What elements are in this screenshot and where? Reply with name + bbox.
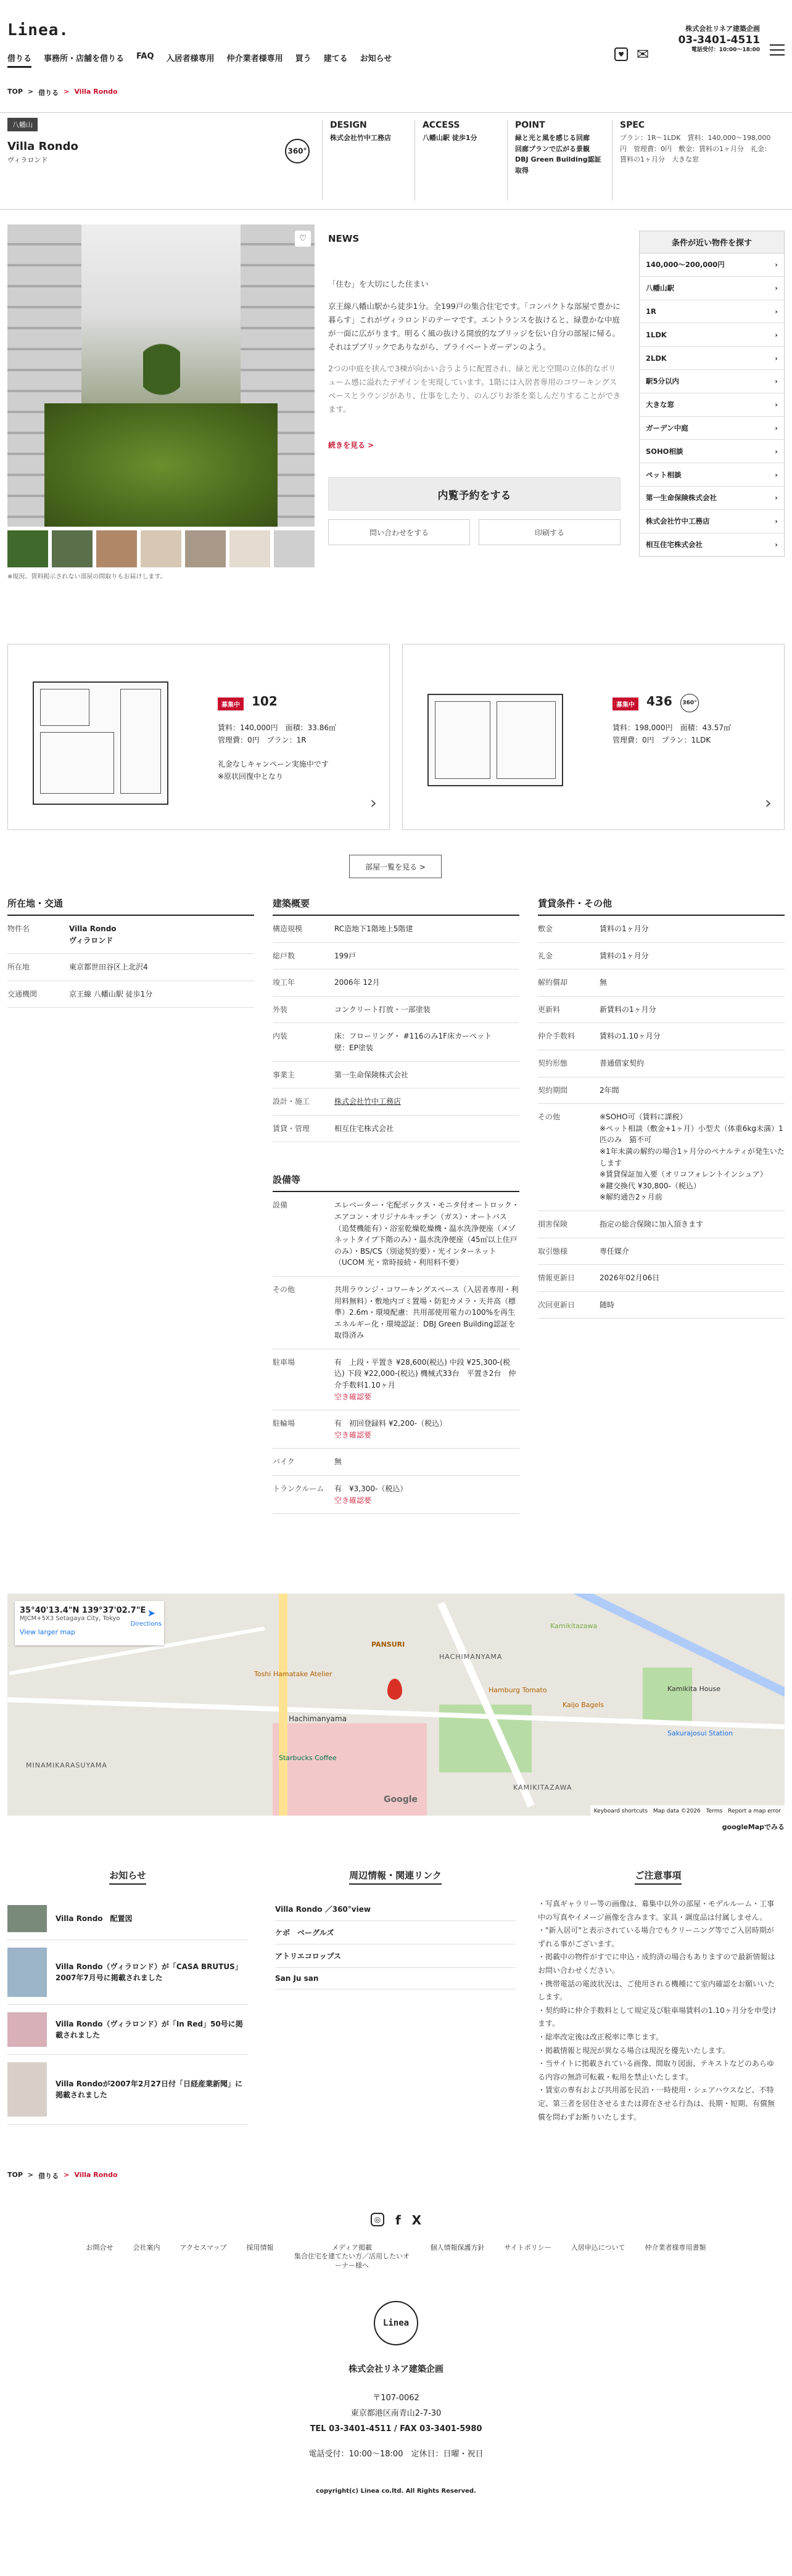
map-infobox xyxy=(15,1601,164,1645)
table-row: 敷金 賃料の1ヶ月分 xyxy=(538,916,785,943)
table-row: 仲介手数料 賃料の1.10ヶ月分 xyxy=(538,1023,785,1050)
table-row: 礼金 賃料の1ヶ月分 xyxy=(538,943,785,970)
chevron-right-icon: › xyxy=(775,307,778,316)
nav-residents[interactable]: 入居者様専用 xyxy=(166,54,215,64)
main-nav xyxy=(7,52,392,68)
room-plan: プラン：1LDK xyxy=(661,735,711,744)
section-title: 設備等 xyxy=(273,1173,519,1192)
thumbnail[interactable] xyxy=(141,530,181,567)
table-row: 総戸数 199戸 xyxy=(273,943,519,970)
header-company xyxy=(679,25,760,54)
chevron-right-icon: › xyxy=(775,517,778,526)
chevron-right-icon: › xyxy=(775,284,778,293)
favorite-icon[interactable]: ♥ xyxy=(614,47,628,61)
news-paragraph: 「住む」を大切にした住まい xyxy=(328,279,429,289)
footer-link[interactable]: 個人情報保護方針 xyxy=(430,2244,485,2252)
room-list-button[interactable]: 部屋一覧を見る > xyxy=(349,855,442,878)
menu-icon[interactable] xyxy=(770,41,785,59)
table-row: 取引態様 専任媒介 xyxy=(538,1238,785,1265)
similar-search-item[interactable]: 株式会社竹中工務店 › xyxy=(640,510,784,533)
similar-search-item[interactable]: ペット相談 › xyxy=(640,463,784,487)
table-row: 契約形態 普通借家契約 xyxy=(538,1050,785,1077)
list-item[interactable]: Villa Rondo（ヴィラロンド）が「In Red」50号に掲載されました xyxy=(7,2005,248,2055)
availability-note: 空き確認要 xyxy=(334,1392,372,1401)
list-item[interactable]: Villa Rondoが2007年2月27日付「日経産業新聞」に掲載されました xyxy=(7,2055,248,2125)
chevron-right-icon: › xyxy=(775,260,778,270)
room-info xyxy=(613,722,731,747)
list-item[interactable]: Villa Rondo（ヴィラロンド）が「CASA BRUTUS」2007年7月号に掲載されました xyxy=(7,1940,248,2005)
footer-link[interactable]: サイトポリシー xyxy=(504,2244,551,2252)
property-kana: ヴィラロンド xyxy=(7,156,48,164)
news-paragraph: 2つの中庭を挟んで3棟が向かい合うように配置され、緑と光と空間の立体的なボリューム感に溢れたデザインを実現しています。1階には入居者専用のコワーキングスペースとラウンジがあり、仕事をしたり、のんびりお茶を楽しんだりすることができます。 xyxy=(328,364,621,414)
header-icons xyxy=(614,46,649,63)
table-row: トランクルーム 有 ¥3,300-（税込） 空き確認要 xyxy=(273,1476,519,1514)
footer-nav xyxy=(0,2244,792,2270)
table-row: 契約期間 2年間 xyxy=(538,1077,785,1105)
related-link[interactable]: アトリエコロップス xyxy=(275,1944,516,1968)
spec-text: 株式会社竹中工務店 xyxy=(330,134,391,142)
room-number: 436 xyxy=(646,694,672,709)
building-table xyxy=(273,897,519,1514)
directions-icon[interactable]: ➤ xyxy=(147,1607,155,1619)
table-row: 交通機関 京王線 八幡山駅 徒歩1分 xyxy=(7,981,254,1008)
footer-link[interactable]: 採用情報 xyxy=(246,2244,274,2252)
section-title: お知らせ xyxy=(7,1869,248,1898)
footer-link[interactable]: 会社案内 xyxy=(133,2244,160,2252)
print-button[interactable]: 印刷する xyxy=(479,519,621,545)
section-title: 賃貸条件・その他 xyxy=(538,897,785,916)
news-body xyxy=(328,278,622,416)
availability-note: 空き確認要 xyxy=(334,1496,372,1505)
spec-list xyxy=(322,120,778,200)
room-note: 礼金なしキャンペーン実施中です ※原状回復中となり xyxy=(218,760,329,781)
footer-address: 東京都港区南青山2-7-30 xyxy=(350,2409,442,2419)
map-label: PANSURI xyxy=(371,1640,405,1648)
map-label: KAMIKITAZAWA xyxy=(513,1784,572,1792)
table-row: 構造規模 RC造地下1階地上5階建 xyxy=(273,916,519,943)
table-row: 次回更新日 随時 xyxy=(538,1292,785,1319)
news-thumbnail xyxy=(7,2012,47,2047)
header xyxy=(0,0,792,68)
google-map-link[interactable]: googleMapでみる xyxy=(722,1823,785,1831)
directions-link[interactable]: Directions xyxy=(130,1621,162,1627)
favorite-icon[interactable]: ♡ xyxy=(295,231,311,247)
floor-plan xyxy=(427,694,563,786)
room-card[interactable] xyxy=(402,644,785,830)
map-label: Sakurajosui Station xyxy=(667,1729,733,1737)
table-row: 賃貸・管理 相互住宅株式会社 xyxy=(273,1116,519,1143)
chevron-right-icon: › xyxy=(775,400,778,409)
similar-search-item[interactable]: 1R › xyxy=(640,300,784,324)
floor-plan xyxy=(33,681,168,805)
related-links xyxy=(275,1869,516,1990)
list-item[interactable]: Villa Rondo 配置図 xyxy=(7,1898,248,1940)
status-badge: 募集中 xyxy=(218,697,244,710)
chevron-right-icon: › xyxy=(775,423,778,432)
similar-search-item[interactable]: SOHO相談 › xyxy=(640,440,784,463)
table-row: 解約償却 無 xyxy=(538,969,785,997)
map-address: MJCM+5X3 Setagaya City, Tokyo xyxy=(20,1615,120,1622)
table-row: その他 ※SOHO可（賃料に課税） ※ペット相談（敷金+1ヶ月）小型犬（体重6kg未満）1匹のみ 猫不可 ※1年未満の解約の場合1ヶ月分のペナルティが発生いたします ※賃貸保証加入要（オリコフォレントインシュア） ※鍵交換代 ¥30,800-（税込） ※解約通告2ヶ月前 xyxy=(538,1104,785,1211)
room-rent: 賃料：140,000円 xyxy=(218,723,278,732)
similar-search-item[interactable]: 駅5分以内 › xyxy=(640,370,784,393)
nav-build[interactable]: 建てる xyxy=(323,54,348,64)
thumbnail[interactable] xyxy=(274,530,315,567)
footer-link[interactable]: 仲介業者様専用書類 xyxy=(645,2244,706,2252)
google-map[interactable] xyxy=(7,1594,785,1816)
bottom-info xyxy=(0,1832,792,2171)
notes-list: ・写真ギャラリー等の画像は、募集中以外の部屋・モデルルーム・工事中の写真やイメージ画像を含みます。家具・調度品は付属しません。 ・"新入居可"と表示されている場合でもクリーニング等でご入居時期がずれる事がございます。 ・掲載中の物件がすでに申込・成約済の場合もありますので最新情報はお問い合わせください。 ・携帯電話の電波状況は、ご使用される機種にて室内確認をお願いいたします。 ・契約時に仲介手数料として規定及び駐車場賃料の1.10ヶ月分を申受けます。 ・総率改定後は改正税率に準じます。 ・掲載情報と現況が異なる場合は現況を優先いたします。 ・当サイトに掲載されている画像、間取り図面、テキストなどのあらゆる内容の無許可転載・転用を禁止いたします。 ・賃室の専有および共用部を民泊・一時使用・シェアハウスなど、不特定、第三者を居住させるまたは滞在させる行為は、長期・短期、有償無償を問わずお断りいたします。 xyxy=(538,1899,777,2121)
footer-link[interactable]: 入居申込について xyxy=(571,2244,625,2252)
company-tel[interactable]: 03-3401-4511 xyxy=(678,34,760,47)
thumbnail[interactable] xyxy=(52,530,93,567)
reserve-button[interactable]: 内覧予約をする xyxy=(328,477,621,511)
rooms-section xyxy=(0,644,792,897)
map-footer: Keyboard shortcuts Map data ©2026 Terms Report a map error xyxy=(590,1805,785,1816)
location-table xyxy=(7,897,254,1008)
gallery-photo-tree xyxy=(143,323,180,416)
section-title: 周辺情報・関連リンク xyxy=(275,1869,516,1898)
crumb-current: Villa Rondo xyxy=(74,2171,118,2179)
table-row: 事業主 第一生命保険株式会社 xyxy=(273,1062,519,1089)
room-area: 面積：43.57㎡ xyxy=(680,723,731,732)
news-paragraph: 京王線八幡山駅から徒歩1分。全199戸の集合住宅です。「コンパクトな部屋で豊かに暮らす」これがヴィラロンドのテーマです。エントランスを抜けると、緑豊かな中庭が一面に広がります。明るく風の抜ける開放的なブリッジを伝い自分の部屋に帰る。それはプブリックでありながら、プライベートガーデンのよう。 xyxy=(328,301,621,352)
footer-zip: 〒107-0062 xyxy=(373,2393,419,2403)
footer-link[interactable]: アクセスマップ xyxy=(179,2244,227,2252)
map-label: MINAMIKARASUYAMA xyxy=(26,1761,107,1769)
section-title: 所在地・交通 xyxy=(7,897,254,916)
breadcrumb xyxy=(0,68,792,97)
footer-logo[interactable]: Linea xyxy=(374,2301,418,2345)
status-badge: 募集中 xyxy=(613,697,638,710)
section-title: ご注意事項 xyxy=(538,1869,778,1898)
nav-rent[interactable]: 借りる xyxy=(7,52,31,68)
crumb-sep: > xyxy=(27,2171,34,2179)
chevron-right-icon: › xyxy=(775,470,778,479)
google-logo: Google xyxy=(384,1795,418,1804)
spec-title: POINT xyxy=(515,120,545,130)
map-label: Hachimanyama xyxy=(289,1714,347,1723)
x-icon[interactable]: X xyxy=(411,2213,422,2228)
table-row: 竣工年 2006年 12月 xyxy=(273,969,519,997)
photo-gallery[interactable] xyxy=(7,224,315,527)
map-label: HACHIMANYAMA xyxy=(439,1653,503,1661)
table-row: 更新料 新賃料の1ヶ月分 xyxy=(538,997,785,1024)
property-header xyxy=(0,112,792,210)
table-row: 情報更新日 2026年02月06日 xyxy=(538,1265,785,1292)
news-section xyxy=(328,224,622,450)
logo[interactable]: Linea. xyxy=(7,21,69,39)
spec-design xyxy=(322,120,415,200)
spec-title: SPEC xyxy=(620,120,645,130)
related-link[interactable]: ケボ ベーグルズ xyxy=(275,1921,516,1944)
similar-search-item[interactable]: 1LDK › xyxy=(640,323,784,347)
similar-search-item[interactable]: 140,000〜200,000円 › xyxy=(640,253,784,277)
area-tag: 八幡山 xyxy=(7,118,38,131)
footer-hours: 電話受付：10:00〜18:00 定休日：日曜・祝日 xyxy=(308,2449,484,2459)
map-label: Kaijo Bagels xyxy=(563,1701,604,1709)
similar-search-item[interactable]: 大きな窓 › xyxy=(640,393,784,417)
related-link[interactable]: San Ju san xyxy=(275,1968,516,1990)
nav-office[interactable]: 事務所・店舗を借りる xyxy=(44,54,125,64)
view-larger-map-link[interactable]: View larger map xyxy=(20,1628,75,1636)
read-more-link[interactable]: 続きを見る > xyxy=(328,440,374,450)
news-list xyxy=(7,1869,248,2125)
gallery-thumbnails xyxy=(7,530,315,567)
table-row: 物件名 Villa Rondo ヴィラロンド xyxy=(7,916,254,954)
thumbnail[interactable] xyxy=(96,530,137,567)
footer-link[interactable]: お問合せ xyxy=(86,2244,113,2252)
related-link[interactable]: Villa Rondo ／360°view xyxy=(275,1898,516,1921)
spec-text: 八幡山駅 徒歩1分 xyxy=(423,134,477,142)
news-title: NEWS xyxy=(328,233,360,244)
thumbnail[interactable] xyxy=(7,530,48,567)
map-label: Hamburg Tomato xyxy=(489,1686,547,1694)
section-title: 建築概要 xyxy=(273,897,519,916)
gallery-photo-garden xyxy=(44,403,278,527)
table-row: 所在地 東京都世田谷区上北沢4 xyxy=(7,954,254,981)
crumb-sep: > xyxy=(27,88,34,96)
property-name: Villa Rondo xyxy=(7,140,78,153)
chevron-right-icon: › xyxy=(775,446,778,456)
nav-news[interactable]: お知らせ xyxy=(360,54,392,64)
room-fee: 管理費：0円 xyxy=(613,735,654,744)
table-row: 設備 エレベーター・宅配ボックス・モニタ付オートロック・エアコン・オリジナルキッチン（ガス）・オートバス（追焚機能有）・浴室乾燥乾燥機・温水洗浄便座（メゾネットタイプ下階のみ）・温水洗浄便座（45㎡以上住戸のみ）・BS/CS（別途契約要）・光インターネット（UCOM 光・常時接続・利用料不要） xyxy=(273,1192,519,1277)
similar-search-item[interactable]: 相互住宅株式会社 › xyxy=(646,540,778,549)
social-links xyxy=(0,2213,792,2228)
main-section xyxy=(0,224,792,644)
company-hours: 電話受付：10:00〜18:00 xyxy=(691,47,760,54)
chevron-right-icon: › xyxy=(775,377,778,386)
map-label: Kamikita House xyxy=(667,1685,720,1693)
chevron-right-icon: › xyxy=(775,353,778,363)
room-fee: 管理費：0円 xyxy=(218,735,260,744)
similar-search-item[interactable]: 八幡山駅 › xyxy=(640,277,784,300)
gallery-note: ※現況、賃料掲示されない部屋の間取りもお届けします。 xyxy=(7,574,167,580)
table-row: バイク 無 xyxy=(273,1449,519,1476)
spec-title: DESIGN xyxy=(330,120,367,130)
footer-company-name: 株式会社リネア建築企画 xyxy=(349,2364,443,2374)
inquiry-button[interactable]: 問い合わせをする xyxy=(328,519,470,545)
view-360-icon[interactable]: 360° xyxy=(680,694,699,712)
table-row: 設計・施工 株式会社竹中工務店 xyxy=(273,1088,519,1116)
thumbnail[interactable] xyxy=(229,530,270,567)
spec-access xyxy=(415,120,507,200)
crumb-rent[interactable]: 借りる xyxy=(38,2172,59,2180)
footer-tel: TEL 03-3401-4511 / FAX 03-3401-5980 xyxy=(310,2424,482,2434)
crumb-top[interactable]: TOP xyxy=(7,88,23,96)
table-row: 損害保険 指定の総合保険に加入頂きます xyxy=(538,1211,785,1238)
copyright: copyright(c) Linea co.ltd. All Rights Reserved. xyxy=(316,2488,476,2495)
notes-section xyxy=(538,1869,778,2124)
room-area: 面積：33.86㎡ xyxy=(285,723,336,732)
crumb-sep: > xyxy=(64,88,70,96)
map-label: Kamikitazawa xyxy=(550,1622,598,1630)
room-card[interactable] xyxy=(7,644,390,830)
chevron-right-icon: › xyxy=(775,330,778,339)
room-info xyxy=(218,722,336,783)
facebook-icon[interactable]: f xyxy=(395,2213,401,2228)
nav-buy[interactable]: 買う xyxy=(295,54,311,64)
footer-breadcrumb xyxy=(0,2171,792,2181)
news-thumbnail xyxy=(7,1948,47,1997)
spec-text: 緑と光と風を感じる回廊 回廊プランで広がる景観 DBJ Green Building認証取得 xyxy=(515,134,601,175)
table-row: 駐輪場 有 初回登録料 ¥2,200-（税込） 空き確認要 xyxy=(273,1410,519,1449)
footer-company-info xyxy=(0,2361,792,2462)
view-360-icon[interactable]: 360° xyxy=(285,139,310,163)
similar-search-item[interactable]: ガーデン中庭 › xyxy=(640,417,784,440)
chevron-right-icon: › xyxy=(775,493,778,503)
lease-table xyxy=(538,897,785,1319)
mail-icon[interactable]: ✉ xyxy=(637,46,650,63)
room-number: 102 xyxy=(252,694,278,709)
thumbnail[interactable] xyxy=(185,530,226,567)
spec-title: ACCESS xyxy=(423,120,460,130)
spec-point xyxy=(507,120,612,200)
chevron-right-icon: › xyxy=(775,540,778,549)
crumb-rent[interactable]: 借りる xyxy=(38,89,59,97)
company-name: 株式会社リネア建築企画 xyxy=(685,25,760,33)
room-rent: 賃料：198,000円 xyxy=(613,723,673,732)
table-row: 駐車場 有 上段・平置き ¥28,600(税込) 中段 ¥25,300-(税込) 下段 ¥22,000-(税込) 機械式33台 平置き2台 仲介手数料1.10ヶ月 空き確認要 xyxy=(273,1349,519,1410)
crumb-sep: > xyxy=(64,2171,70,2179)
details-section xyxy=(0,897,792,1594)
similar-search-item[interactable]: 第一生命保険株式会社 › xyxy=(640,487,784,510)
table-row: 内装 床：フローリング・ #116のみ1F床カーペット 壁：EP塗装 xyxy=(273,1023,519,1061)
news-thumbnail xyxy=(7,1905,47,1932)
room-plan: プラン：1R xyxy=(266,735,307,744)
map-label: Toshi Hamatake Atelier xyxy=(254,1670,332,1678)
similar-search-title: 条件が近い物件を探す xyxy=(640,231,784,253)
availability-note: 空き確認要 xyxy=(334,1430,372,1439)
chevron-right-icon[interactable]: › xyxy=(369,792,377,813)
footer-link[interactable]: メディア掲載 集合住宅を建てたい方／活用したいオーナー様へ xyxy=(294,2244,410,2269)
map-pin-icon[interactable] xyxy=(387,1679,402,1700)
news-thumbnail xyxy=(7,2062,47,2117)
crumb-top[interactable]: TOP xyxy=(7,2171,23,2179)
nav-agents[interactable]: 仲介業者様専用 xyxy=(226,54,283,64)
table-row: その他 共用ラウンジ・コワーキングスペース（入居者専用・利用料無料）・敷地内ゴミ置場・防犯カメラ・天井高（標準）2.6m・環境配慮：共用部使用電力の100%を再生エネルギー化・環境認証：DBJ Green Building認証を取得済み xyxy=(273,1277,519,1349)
crumb-current: Villa Rondo xyxy=(74,88,118,96)
similar-search-item[interactable]: 2LDK › xyxy=(640,347,784,370)
similar-search xyxy=(639,231,785,557)
map-coordinates: 35°40'13.4"N 139°37'02.7"E xyxy=(20,1606,146,1615)
instagram-icon[interactable]: ◎ xyxy=(371,2213,384,2226)
map-label: Starbucks Coffee xyxy=(279,1754,337,1762)
chevron-right-icon[interactable]: › xyxy=(764,792,772,813)
spec-text: プラン：1R〜1LDK 賃料：140,000〜198,000円 管理費：0円 敷金：賃料の1ヶ月分 礼金：賃料の1ヶ月分 大きな窓 xyxy=(620,134,771,164)
table-row: 外装 コンクリート打放・一部塗装 xyxy=(273,997,519,1024)
nav-faq[interactable]: FAQ xyxy=(136,52,154,61)
spec-spec xyxy=(612,120,778,200)
